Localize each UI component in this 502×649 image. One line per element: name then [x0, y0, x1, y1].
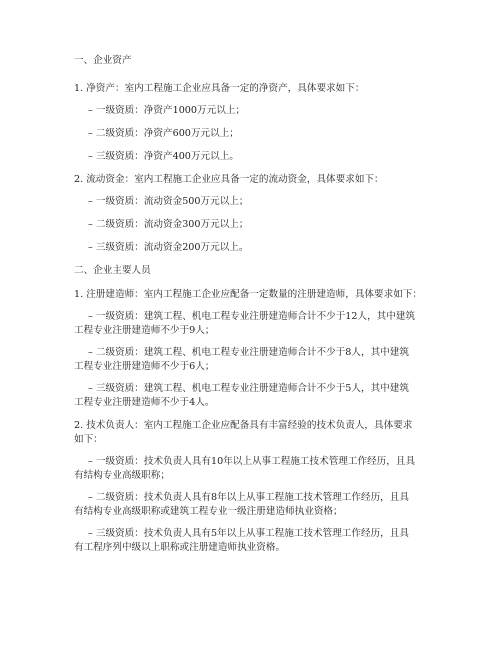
item-registered-constructor-title: 1. 注册建造师：室内工程施工企业应配备一定数量的注册建造师，具体要求如下：: [74, 289, 422, 300]
section-heading-personnel: 二、企业主要人员: [74, 265, 151, 276]
net-assets-level1: – 一级资质：净资产1000万元以上；: [88, 105, 245, 116]
technical-lead-level1-line2: 有结构专业高级职称；: [74, 470, 170, 481]
constructor-level3-line1: – 三级资质：建筑工程、机电工程专业注册建造师合计不少于5人，其中建筑: [88, 383, 409, 394]
constructor-level1-line2: 工程专业注册建造师不少于9人；: [74, 325, 215, 336]
technical-lead-level3-line1: – 三级资质：技术负责人具有5年以上从事工程施工技术管理工作经历，且具: [88, 528, 409, 539]
item-technical-lead-title-line2: 如下：: [74, 434, 103, 445]
working-capital-level3: – 三级资质：流动资金200万元以上。: [88, 242, 249, 253]
item-net-assets-title: 1. 净资产：室内工程施工企业应具备一定的净资产，具体要求如下：: [74, 83, 365, 94]
net-assets-level3: – 三级资质：净资产400万元以上。: [88, 151, 239, 162]
technical-lead-level1-line1: – 一级资质：技术负责人具有10年以上从事工程施工技术管理工作经历，且具: [88, 456, 416, 467]
net-assets-level2: – 二级资质：净资产600万元以上；: [88, 128, 239, 139]
constructor-level1-line1: – 一级资质：建筑工程、机电工程专业注册建造师合计不少于12人，其中建筑: [88, 311, 416, 322]
constructor-level3-line2: 工程专业注册建造师不少于4人。: [74, 397, 215, 408]
technical-lead-level2-line1: – 二级资质：技术负责人具有8年以上从事工程施工技术管理工作经历，且具: [88, 492, 409, 503]
working-capital-level1: – 一级资质：流动资金500万元以上；: [88, 196, 249, 207]
item-working-capital-title: 2. 流动资金：室内工程施工企业应具备一定的流动资金，具体要求如下：: [74, 174, 384, 185]
constructor-level2-line2: 工程专业注册建造师不少于6人；: [74, 361, 215, 372]
working-capital-level2: – 二级资质：流动资金300万元以上；: [88, 219, 249, 230]
technical-lead-level2-line2: 有结构专业高级职称或建筑工程专业一级注册建造师执业资格；: [74, 506, 343, 517]
item-technical-lead-title-line1: 2. 技术负责人：室内工程施工企业应配备具有丰富经验的技术负责人，具体要求: [74, 420, 413, 431]
technical-lead-level3-line2: 有工程序列中级以上职称或注册建造师执业资格。: [74, 542, 286, 553]
section-heading-assets: 一、企业资产: [74, 55, 132, 66]
constructor-level2-line1: – 二级资质：建筑工程、机电工程专业注册建造师合计不少于8人，其中建筑: [88, 347, 409, 358]
